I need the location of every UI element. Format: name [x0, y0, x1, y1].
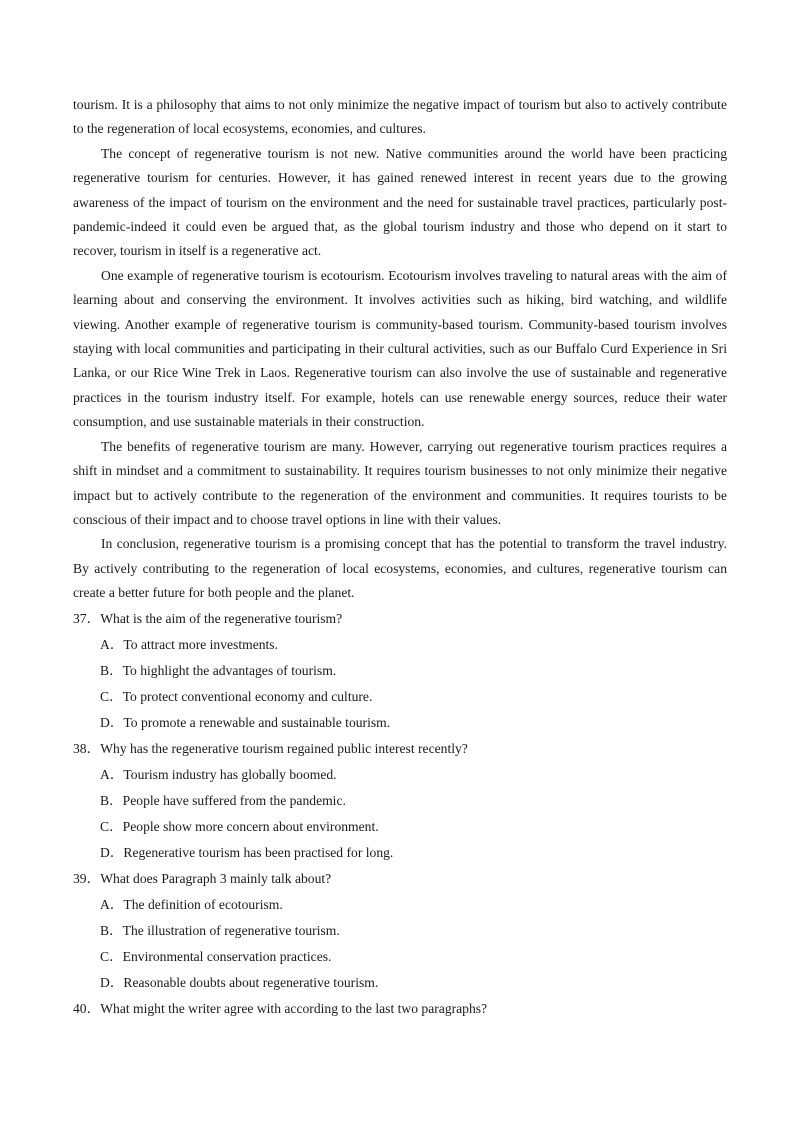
option-text: Environmental conservation practices. — [122, 948, 332, 964]
option-letter: A． — [100, 636, 124, 652]
question-text: Why has the regenerative tourism regained public interest recently? — [100, 740, 468, 756]
option-d — [73, 710, 727, 736]
option-letter: D． — [100, 974, 124, 990]
option-c — [73, 944, 727, 970]
option-text: Regenerative tourism has been practised for long. — [123, 844, 394, 860]
option-b — [73, 918, 727, 944]
option-letter: B． — [100, 662, 123, 678]
option-letter: C． — [100, 818, 123, 834]
option-letter: B． — [100, 922, 123, 938]
passage-paragraph-3: One example of regenerative tourism is ecotourism. Ecotourism involves traveling to natural areas with the aim of learning about and conserving the environment. It involves activities such as hiking, bird watching, and wildlife viewing. Another example of regenerative tourism is community-based tourism. Community-based tourism involves staying with local communities and participating in their cultural activities, such as our Buffalo Curd Experience in Sri Lanka, or our Rice Wine Trek in Laos. Regenerative tourism can also involve the use of sustainable and regenerative practices in the tourism industry itself. For example, hotels can use renewable energy sources, reduce their water consumption, and use sustainable materials in their construction. — [73, 267, 727, 430]
option-text: The definition of ecotourism. — [123, 896, 283, 912]
option-letter: A． — [100, 766, 124, 782]
option-d — [73, 970, 727, 996]
option-letter: C． — [100, 688, 123, 704]
option-text: To attract more investments. — [123, 636, 278, 652]
option-text: To protect conventional economy and culture. — [122, 688, 373, 704]
question-text: What does Paragraph 3 mainly talk about? — [100, 870, 332, 886]
option-letter: D． — [100, 844, 124, 860]
question-number: 39． — [73, 870, 101, 886]
option-letter: C． — [100, 948, 123, 964]
passage-paragraph-5: In conclusion, regenerative tourism is a promising concept that has the potential to transform the travel industry. By actively contributing to the regeneration of local ecosystems, economies, and cultures, regenerative tourism can create a better future for both people and the planet. — [73, 536, 727, 601]
passage-paragraph-1: tourism. It is a philosophy that aims to not only minimize the negative impact of tourism but also to actively contribute to the regeneration of local ecosystems, economies, and cultures. — [73, 97, 727, 137]
question-text: What is the aim of the regenerative tourism? — [100, 610, 343, 626]
question-37 — [73, 606, 727, 736]
option-text: People show more concern about environment. — [122, 818, 379, 834]
document-page — [73, 93, 727, 1022]
question-text: What might the writer agree with according to the last two paragraphs? — [100, 1000, 488, 1016]
option-letter: D． — [100, 714, 124, 730]
passage — [73, 93, 727, 606]
question-list — [73, 606, 727, 1022]
option-d — [73, 840, 727, 866]
question-stem — [73, 996, 727, 1022]
passage-paragraph-2: The concept of regenerative tourism is not new. Native communities around the world have been practicing regenerative tourism for centuries. However, it has gained renewed interest in recent years due to the growing awareness of the impact of tourism on the environment and the need for sustainable travel practices, particularly post-pandemic-indeed it could even be argued that, as the global tourism industry and those who depend on it start to recover, tourism in itself is a regenerative act. — [73, 145, 727, 259]
option-letter: A． — [100, 896, 124, 912]
option-a — [73, 632, 727, 658]
option-text: Tourism industry has globally boomed. — [123, 766, 337, 782]
question-39 — [73, 866, 727, 996]
option-a — [73, 892, 727, 918]
option-text: Reasonable doubts about regenerative tourism. — [123, 974, 379, 990]
option-text: People have suffered from the pandemic. — [122, 792, 346, 808]
question-40 — [73, 996, 727, 1022]
question-stem — [73, 606, 727, 632]
option-text: The illustration of regenerative tourism. — [122, 922, 340, 938]
option-b — [73, 788, 727, 814]
option-text: To highlight the advantages of tourism. — [122, 662, 337, 678]
question-38 — [73, 736, 727, 866]
option-letter: B． — [100, 792, 123, 808]
option-c — [73, 684, 727, 710]
option-text: To promote a renewable and sustainable tourism. — [123, 714, 391, 730]
option-b — [73, 658, 727, 684]
passage-paragraph-4: The benefits of regenerative tourism are many. However, carrying out regenerative tourism practices requires a shift in mindset and a commitment to sustainability. It requires tourism businesses to not only minimize their negative impact but to actively contribute to the regeneration of the environment and communities. It requires tourists to be conscious of their impact and to choose travel options in line with their values. — [73, 438, 727, 527]
question-number: 38． — [73, 740, 101, 756]
option-c — [73, 814, 727, 840]
question-stem — [73, 866, 727, 892]
question-stem — [73, 736, 727, 762]
question-number: 40． — [73, 1000, 101, 1016]
option-a — [73, 762, 727, 788]
question-number: 37． — [73, 610, 101, 626]
